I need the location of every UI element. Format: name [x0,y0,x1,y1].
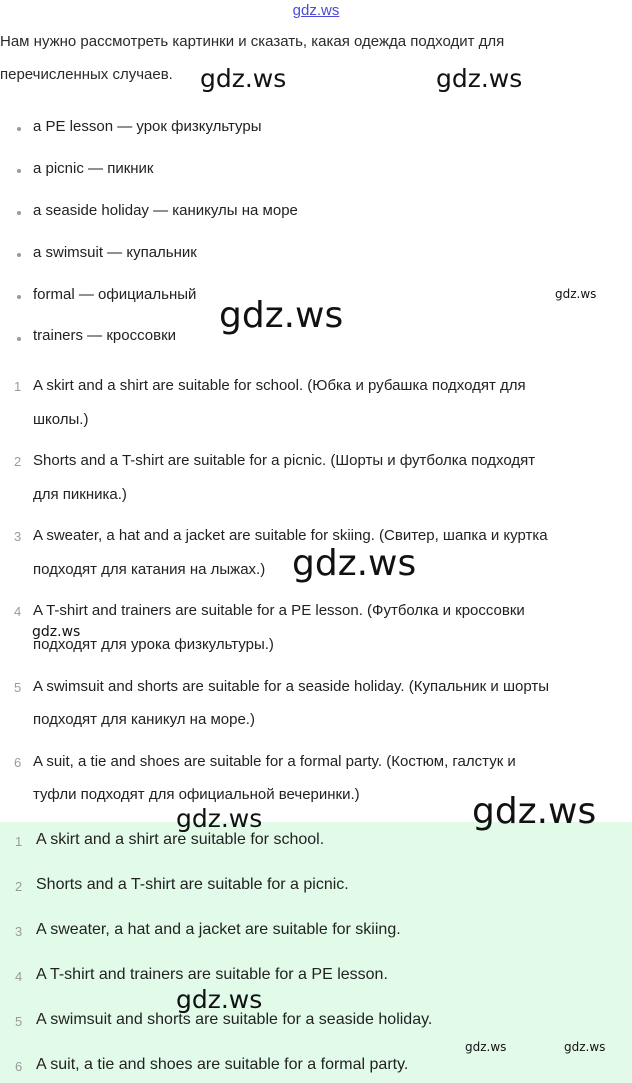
answer-line: A skirt and a shirt are suitable for school. (Юбка и рубашка подходят для [33,377,526,394]
watermark: gdz.ws [292,543,417,584]
watermark: gdz.ws [472,791,597,832]
watermark: gdz.ws [555,287,597,301]
final-answer-number: 5 [15,1014,23,1029]
answer-line: Shorts and a T-shirt are suitable for a picnic. (Шорты и футболка подходят [33,452,536,469]
final-answer-text: A suit, a tie and shoes are suitable for a formal party. [36,1056,409,1073]
answer-number: 6 [14,755,22,770]
answer-line: подходят для каникул на море.) [33,711,255,728]
vocab-item: a swimsuit — купальник [33,244,197,261]
watermark: gdz.ws [564,1040,606,1054]
answer-number: 1 [14,379,22,394]
final-answer-text: A swimsuit and shorts are suitable for a seaside holiday. [36,1011,433,1028]
final-answer-text: A T-shirt and trainers are suitable for a PE lesson. [36,966,388,983]
final-answer-text: A sweater, a hat and a jacket are suitable for skiing. [36,921,401,938]
final-answer-number: 1 [15,834,23,849]
answer-line: для пикника.) [33,486,127,503]
vocab-item: a picnic — пикник [33,160,154,177]
answer-line: A suit, a tie and shoes are suitable for a formal party. (Костюм, галстук и [33,753,516,770]
bullet-dot [17,295,21,299]
watermark: gdz.ws [465,1040,507,1054]
answer-line: школы.) [33,411,89,428]
final-answer-number: 4 [15,969,23,984]
vocab-item: formal — официальный [33,286,197,303]
intro-line-2: перечисленных случаев. [0,66,173,83]
final-answer-text: A skirt and a shirt are suitable for school. [36,831,325,848]
final-answer-number: 3 [15,924,23,939]
watermark: gdz.ws [176,985,263,1014]
answer-number: 3 [14,529,22,544]
answer-line: A swimsuit and shorts are suitable for a seaside holiday. (Купальник и шорты [33,678,549,695]
final-answer-text: Shorts and a T-shirt are suitable for a picnic. [36,876,349,893]
watermark: gdz.ws [200,64,287,93]
answer-line: A sweater, a hat and a jacket are suitable for skiing. (Свитер, шапка и куртка [33,527,548,544]
bullet-dot [17,211,21,215]
bullet-dot [17,337,21,341]
answer-line: туфли подходят для официальной вечеринки.) [33,786,360,803]
answer-line: подходят для катания на лыжах.) [33,561,266,578]
watermark: gdz.ws [436,64,523,93]
bullet-dot [17,253,21,257]
vocab-item: a seaside holiday — каникулы на море [33,202,298,219]
intro-line-1: Нам нужно рассмотреть картинки и сказать, какая одежда подходит для [0,33,505,50]
answer-number: 4 [14,604,22,619]
watermark: gdz.ws [219,295,344,336]
vocab-item: a PE lesson — урок физкультуры [33,118,262,135]
watermark: gdz.ws [32,624,81,640]
final-answer-number: 6 [15,1059,23,1074]
final-answers-panel [0,822,632,1083]
bullet-dot [17,169,21,173]
answer-number: 5 [14,680,22,695]
answer-line: A T-shirt and trainers are suitable for a PE lesson. (Футболка и кроссовки [33,602,525,619]
bullet-dot [17,127,21,131]
top-watermark[interactable]: gdz.ws [292,2,340,19]
vocab-item: trainers — кроссовки [33,327,177,344]
final-answer-number: 2 [15,879,23,894]
watermark: gdz.ws [176,804,263,833]
answer-line: подходят для урока физкультуры.) [33,636,274,653]
answer-number: 2 [14,454,22,469]
